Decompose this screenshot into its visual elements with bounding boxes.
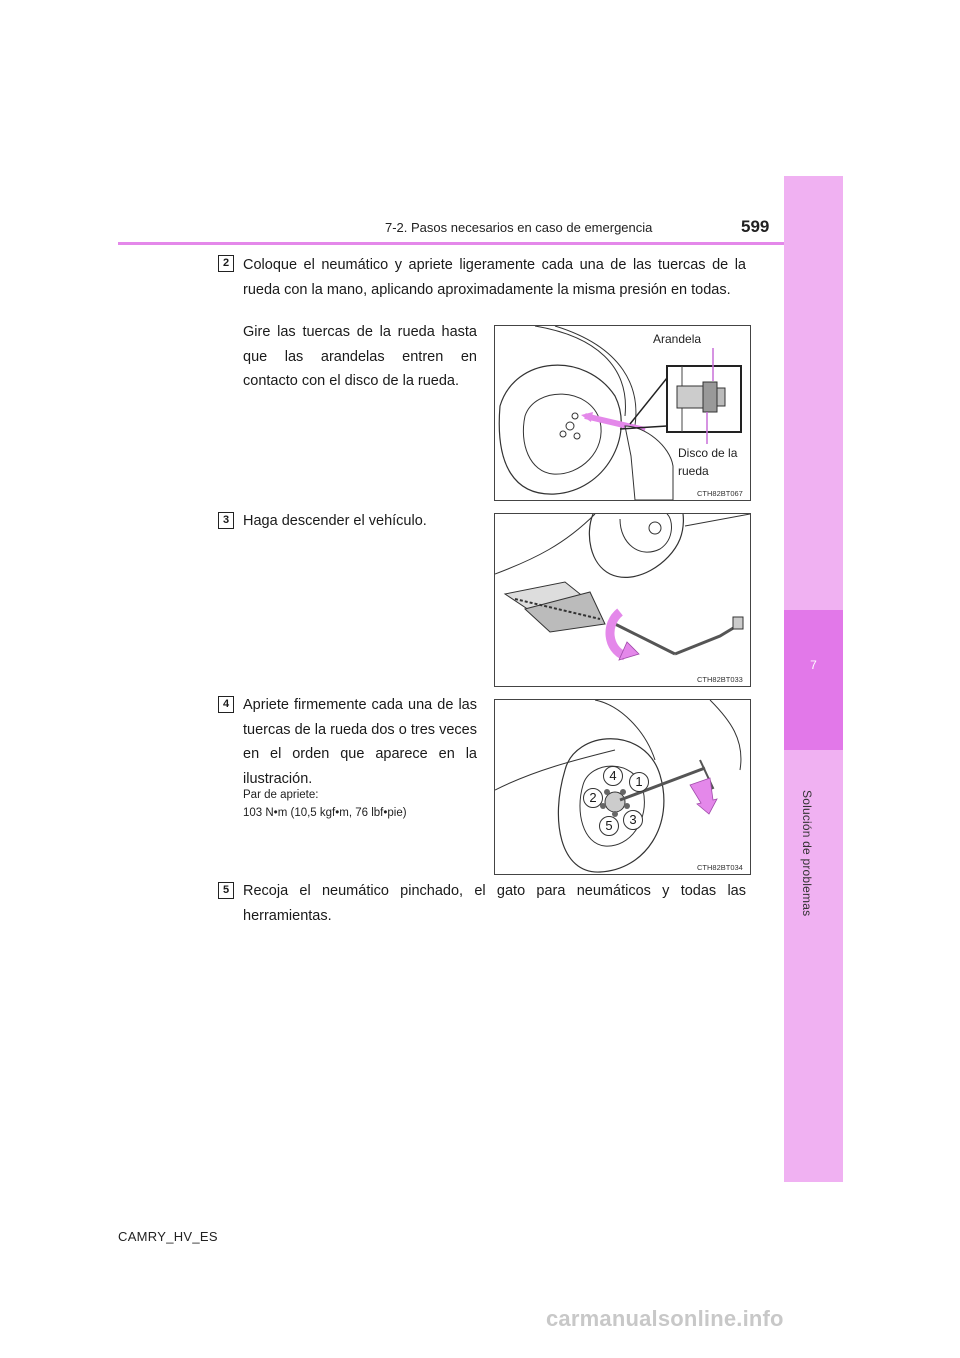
step-5-text: Recoja el neumático pinchado, el gato para neumáticos y todas las herramientas. — [243, 883, 746, 924]
torque-label: Par de apriete: — [243, 789, 319, 801]
step-2-subtext: Gire las tuercas de la rueda hasta que las arandelas entren en contacto con el disco de la rueda. — [243, 324, 477, 389]
order-badge-3: 3 — [623, 810, 643, 830]
chapter-number: 7 — [810, 658, 817, 672]
chapter-title: Solución de problemas — [800, 790, 814, 917]
step-number-4: 4 — [218, 696, 234, 713]
figure-code: CTH82BT034 — [697, 863, 743, 872]
step-number-3: 3 — [218, 512, 234, 529]
jack-illustration — [495, 514, 750, 686]
figure-code: CTH82BT067 — [697, 489, 743, 498]
callout-washer: Arandela — [653, 332, 702, 346]
torque-value: 103 N•m (10,5 kgf•m, 76 lbf•pie) — [243, 807, 407, 819]
figure-tighten-order — [494, 699, 751, 875]
figure-code: CTH82BT033 — [697, 675, 743, 684]
chapter-tab — [784, 610, 843, 750]
tightening-order-illustration — [495, 700, 750, 874]
figure-wheel-nut-washer — [494, 325, 751, 501]
step-3-text: Haga descender el vehículo. — [243, 513, 427, 529]
callout-wheel-disc-line1: Disco de la — [678, 446, 738, 460]
model-code: CAMRY_HV_ES — [118, 1229, 218, 1244]
header-rule — [118, 242, 784, 245]
step-number-2: 2 — [218, 255, 234, 272]
order-badge-4: 4 — [603, 766, 623, 786]
step-2-text: Coloque el neumático y apriete ligeramente cada una de las tuercas de la rueda con la mano, aplicando aproximadamente la misma presión en todas. — [243, 257, 746, 298]
section-title: 7-2. Pasos necesarios en caso de emergencia — [385, 220, 653, 235]
page-number: 599 — [741, 217, 770, 236]
step-number-5: 5 — [218, 882, 234, 899]
order-badge-5: 5 — [599, 816, 619, 836]
step-4-text: Apriete firmemente cada una de las tuercas de la rueda dos o tres veces en el orden que aparece en la ilustración. — [243, 697, 477, 787]
order-badge-1: 1 — [629, 772, 649, 792]
order-badge-2: 2 — [583, 788, 603, 808]
wheel-nut-illustration — [495, 326, 750, 500]
figure-lower-vehicle — [494, 513, 751, 687]
watermark: carmanualsonline.info — [546, 1306, 784, 1331]
callout-wheel-disc-line2: rueda — [678, 464, 709, 478]
